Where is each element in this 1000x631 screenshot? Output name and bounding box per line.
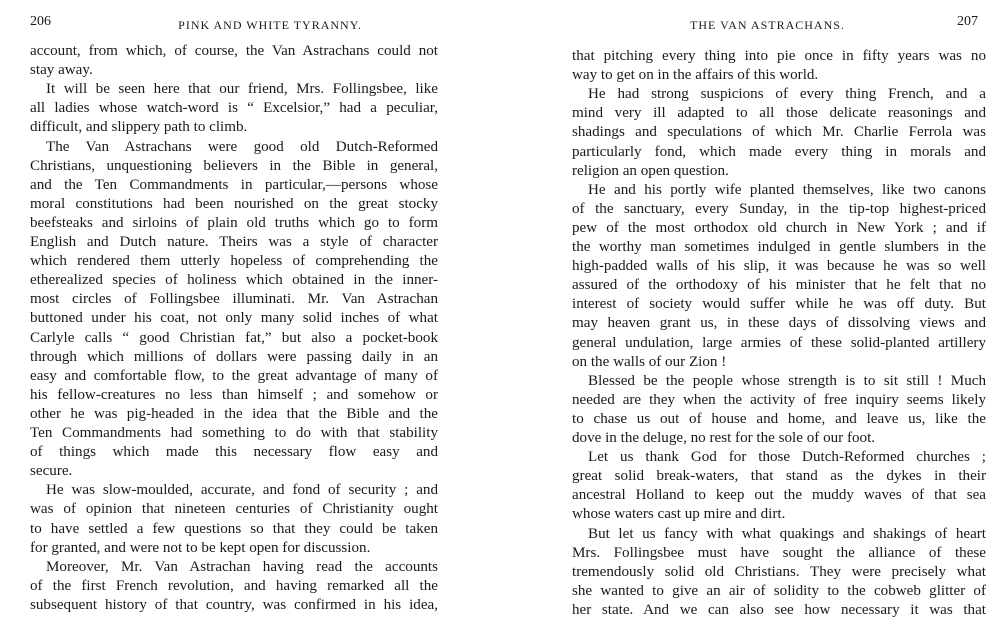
text-line: that pitching every thing into pie once in fifty years was no	[572, 48, 986, 64]
text-line: But let us fancy with what quakings and shakings of heart	[588, 525, 986, 542]
text-line: beefsteaks and sirloins of plain old truths which go to form	[30, 214, 438, 231]
text-line: may heaven grant us, in these days of dissolving views and	[572, 315, 986, 332]
text-line: Let us thank God for those Dutch-Reformed churches ;	[588, 449, 986, 466]
text-line: Christians, unquestioning believers in the Bible in general,	[30, 157, 438, 174]
text-line: Blessed be the people whose strength is to sit still ! Much	[588, 372, 986, 389]
text-line: general undulation, large armies of these solid-planted artillery	[572, 334, 986, 351]
text-line: secure.	[30, 463, 73, 480]
text-line: most circles of Follingsbee illuminati. Mr. Van Astrachan	[30, 291, 438, 308]
text-line: ancestral Holland to keep out the muddy waves of that sea	[572, 487, 986, 504]
text-line: her state. And we can also see how necessary it was that	[572, 601, 986, 618]
text-line: difficult, and slippery path to climb.	[30, 119, 248, 136]
text-line: religion an open question.	[572, 162, 729, 179]
text-line: mind very ill adapted to all those delicate reasonings and	[572, 105, 986, 122]
text-line: easy and comfortable flow, to the great advantage of many of	[30, 367, 438, 384]
text-line: Carlyle calls “ good Christian fat,” but also a pocket-book	[30, 329, 438, 346]
running-head: PINK AND WHITE TYRANNY.	[178, 18, 362, 32]
text-line: stay away.	[30, 62, 93, 79]
text-line: through which millions of dollars were passing daily in an	[30, 348, 438, 365]
text-line: Mrs. Follingsbee must have sought the alliance of these	[572, 544, 986, 561]
text-line: dove in the deluge, no rest for the sole of our foot.	[572, 430, 876, 446]
text-line: on the walls of our Zion !	[572, 353, 727, 370]
text-line: He and his portly wife planted themselves, like two canons	[588, 181, 986, 198]
text-line: pew of the most orthodox old church in New York ; and if	[572, 219, 986, 236]
text-line: of the first French revolution, and having remarked all the	[30, 577, 438, 594]
text-line: He had strong suspicions of every thing French, and a	[588, 86, 986, 103]
text-line: Moreover, Mr. Van Astrachan having read the accounts	[46, 558, 438, 575]
text-line: account, from which, of course, the Van Astrachans could not	[30, 43, 438, 59]
text-line: to have settled a few questions so that they could be taken	[30, 520, 438, 537]
text-line: the worthy man sometimes indulged in gentle slumbers in the	[572, 239, 986, 255]
text-line: particularly fond, which made every thing in morals and	[572, 143, 986, 160]
text-line: his fellow-creatures no less than himself ; and somehow or	[30, 386, 438, 403]
text-line: of things which made this necessary flow easy and	[30, 444, 438, 461]
text-line: of the sanctuary, every Sunday, in the tip-top highest-priced	[572, 200, 986, 217]
text-line: He was slow-moulded, accurate, and fond of security ; and	[46, 482, 438, 499]
text-line: Ten Commandments had something to do with that stability	[30, 425, 438, 441]
text-line: she wanted to give an air of solidity to the cobweb glitter of	[572, 582, 986, 599]
text-line: all ladies whose watch-word is “ Excelsior,” had a peculiar,	[30, 100, 438, 117]
text-line: for granted, and were not to be kept open for discussion.	[30, 539, 371, 556]
text-line: subsequent history of that country, was confirmed in his idea,	[30, 596, 438, 613]
page-number: 207	[957, 14, 978, 29]
text-line: and the Ten Commandments in particular,—persons whose	[30, 176, 438, 193]
text-line: etherealized species of holiness which obtained in the inner-	[30, 272, 438, 289]
text-line: shadings and speculations of which Mr. Charlie Ferrola was	[572, 124, 986, 141]
text-line: The Van Astrachans were good old Dutch-Reformed	[46, 138, 438, 155]
text-line: moral constitutions had been nourished on the great stocky	[30, 195, 438, 212]
text-line: high-padded walls of his slip, it was because he was so well	[572, 258, 986, 275]
text-line: other he was pig-headed in the idea that the Bible and the	[30, 405, 438, 422]
text-line: was of opinion that nineteen centuries of Christianity ought	[30, 501, 438, 518]
text-line: It will be seen here that our friend, Mrs. Follingsbee, like	[46, 81, 438, 98]
text-line: whose waters cast up mire and dirt.	[572, 506, 786, 523]
text-line: buttoned under his coat, not only many solid inches of what	[30, 310, 438, 327]
running-head: THE VAN ASTRACHANS.	[690, 18, 845, 32]
text-line: needed are they when the activity of free inquiry seems likely	[572, 391, 986, 408]
text-line: way to get on in the affairs of this world.	[572, 67, 819, 84]
text-line: interest of society would suffer while he was off duty. But	[572, 296, 986, 313]
text-line: English and Dutch nature. Theirs was a style of character	[30, 234, 438, 250]
page-number: 206	[30, 14, 51, 29]
text-line: tremendously solid old Christians. They were precisely what	[572, 563, 986, 580]
text-line: great solid break-waters, that stand as the dykes in their	[572, 468, 986, 485]
text-line: assured of the orthodoxy of his minister that he felt that no	[572, 277, 986, 294]
text-line: to chase us out of house and home, and leave us, like the	[572, 410, 986, 427]
text-line: which rendered them utterly hopeless of comprehending the	[30, 253, 438, 270]
